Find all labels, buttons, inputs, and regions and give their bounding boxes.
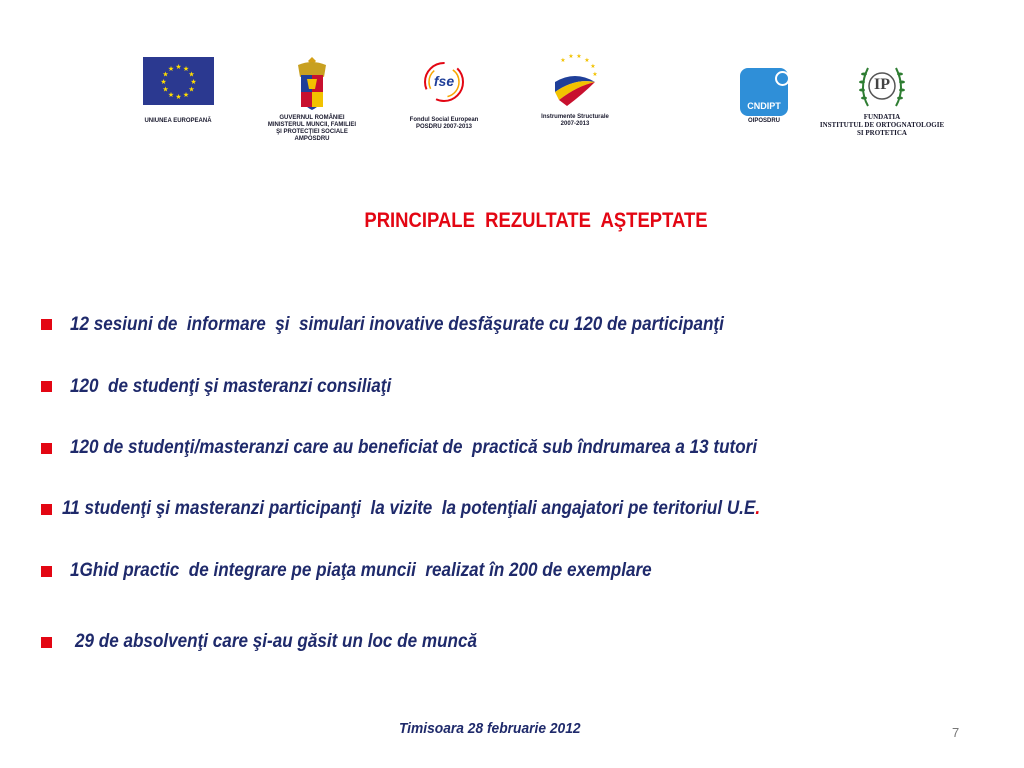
- svg-text:★: ★: [182, 91, 189, 99]
- fundatia-caption-3: SI PROTETICA: [857, 129, 907, 137]
- svg-text:★: ★: [584, 57, 590, 64]
- bullet-square-icon: [41, 504, 52, 515]
- government-logo: [262, 55, 362, 143]
- fundatia-caption-1: FUNDATIA: [863, 113, 901, 121]
- svg-text:★: ★: [174, 93, 182, 101]
- government-caption-3: ŞI PROTECŢIEI SOCIALE: [276, 129, 348, 135]
- bullet-text: 29 de absolvenţi care şi-au găsit un loc de muncă: [75, 631, 477, 652]
- government-caption-4: AMPOSDRU: [294, 136, 330, 142]
- eu-caption: UNIUNEA EUROPEANĂ: [144, 118, 212, 124]
- svg-text:★: ★: [189, 78, 197, 86]
- svg-text:★: ★: [187, 70, 195, 79]
- svg-text:★: ★: [167, 91, 174, 99]
- bullet-red-period: .: [755, 498, 761, 519]
- page-number: 7: [952, 725, 960, 740]
- svg-text:★: ★: [161, 85, 169, 94]
- logo-strip: [0, 0, 1024, 150]
- fundatia-mark: IP: [874, 76, 890, 93]
- fundatia-logo: [816, 62, 948, 137]
- government-caption-2: MINISTERUL MUNCII, FAMILIEI: [267, 122, 357, 128]
- svg-text:★: ★: [159, 78, 167, 86]
- svg-text:★: ★: [560, 57, 566, 64]
- svg-text:★: ★: [590, 63, 596, 70]
- eu-flag-icon: [143, 57, 214, 105]
- bullet-square-icon: [41, 319, 52, 330]
- bullet-square-icon: [41, 381, 52, 392]
- bullet-text: 120 de studenţi şi masteranzi consiliaţi: [70, 376, 392, 397]
- cndipt-logo: [734, 68, 794, 125]
- fundatia-caption-2: INSTITUTUL DE ORTOGNATOLOGIE: [819, 121, 945, 129]
- bullet-text: [62, 498, 760, 520]
- bullet-square-icon: [41, 637, 52, 648]
- cndipt-badge: [740, 68, 788, 116]
- svg-text:★: ★: [187, 85, 195, 94]
- government-caption-1: GUVERNUL ROMÂNIEI: [279, 115, 345, 121]
- fse-caption-1: Fondul Social European: [409, 117, 479, 123]
- footer-date: Timisoara 28 februarie 2012: [399, 720, 581, 737]
- cndipt-dot-icon: [775, 71, 790, 86]
- svg-text:★: ★: [592, 71, 598, 78]
- bullet-text: 120 de studenţi/masteranzi care au beneficiat de practică sub îndrumarea a 13 tutori: [70, 437, 758, 458]
- fse-logo: [400, 57, 488, 131]
- svg-text:★: ★: [576, 53, 582, 60]
- fse-caption-2: POSDRU 2007-2013: [415, 124, 473, 130]
- fse-mark-text: fse: [433, 73, 455, 89]
- svg-text:★: ★: [167, 65, 174, 73]
- bullet-text-main: 11 studenţi şi masteranzi participanţi la vizite la potenţiali angajatori pe teritoriul U.E: [62, 498, 756, 519]
- coat-of-arms-icon: [294, 55, 330, 113]
- cndipt-mark: CNDIPT: [747, 101, 781, 111]
- structural-instruments-icon: [549, 52, 601, 110]
- bullet-square-icon: [41, 566, 52, 577]
- is-caption-1: Instrumente Structurale: [541, 114, 609, 120]
- bullet-text: 1Ghid practic de integrare pe piaţa muncii realizat în 200 de exemplare: [70, 560, 652, 581]
- svg-text:★: ★: [161, 70, 169, 79]
- instrumente-structurale-logo: [535, 52, 615, 128]
- bullet-square-icon: [41, 443, 52, 454]
- svg-text:★: ★: [182, 65, 189, 73]
- fse-mark: [419, 57, 469, 107]
- eu-logo: [140, 57, 216, 125]
- svg-text:★: ★: [568, 53, 574, 60]
- is-caption-2: 2007-2013: [560, 121, 590, 127]
- bullet-text: 12 sesiuni de informare şi simulari inovative desfăşurate cu 120 de participanţi: [70, 314, 724, 335]
- cndipt-caption: OIPOSDRU: [747, 118, 780, 124]
- slide-title: PRINCIPALE REZULTATE AŞTEPTATE: [364, 209, 708, 232]
- svg-text:★: ★: [174, 63, 182, 71]
